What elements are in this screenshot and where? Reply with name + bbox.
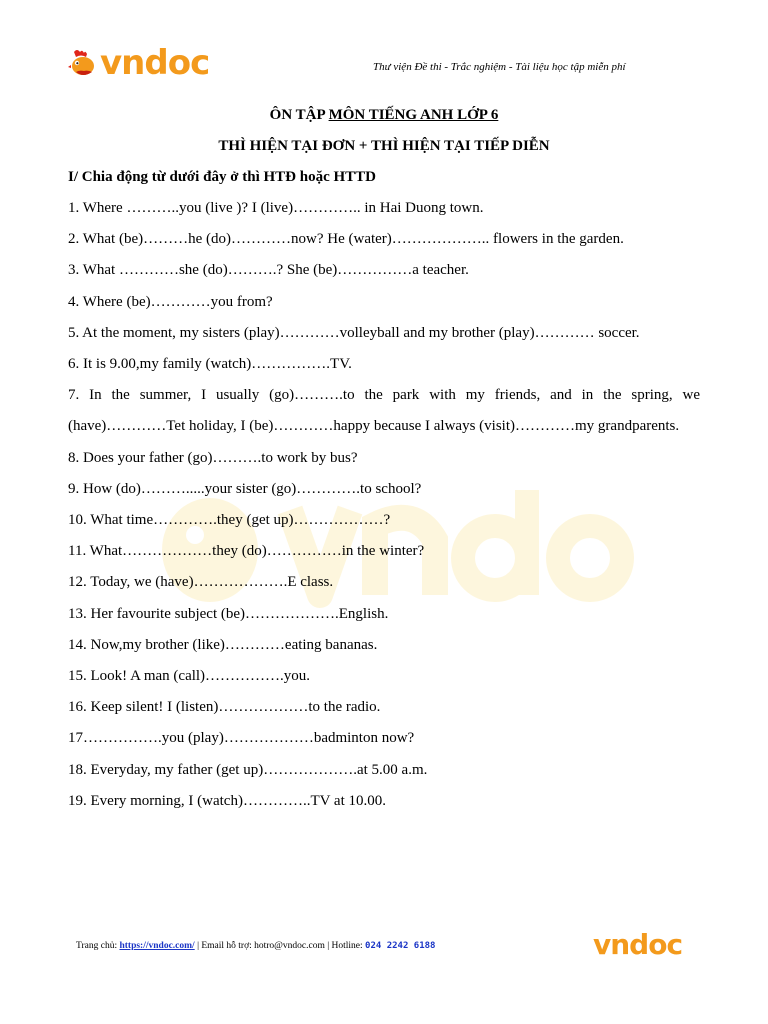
- rooster-mascot-icon: [68, 48, 98, 78]
- page-title: [68, 100, 700, 131]
- question-item: 19. Every morning, I (watch)…………..TV at 10.00.: [68, 792, 386, 809]
- question-item: 17…………….you (play)………………badminton now?: [68, 730, 415, 747]
- question-item: 2. What (be)………he (do)…………now? He (water)……………….. flowers in the garden.: [68, 231, 624, 248]
- question-item: 7. In the summer, I usually (go)……….to the park with my friends, and in the spring, we (have)…………Tet holiday, I (be)…………happy because I always (visit)…………my grandparents.: [68, 387, 700, 435]
- header-tagline: Thư viện Đề thi - Trắc nghiệm - Tài liệu học tập miễn phí: [373, 61, 626, 73]
- footer-logo[interactable]: [591, 928, 683, 961]
- brand-logo-text: vndoc: [100, 43, 210, 83]
- title-subject: MÔN TIẾNG ANH LỚP 6: [328, 107, 499, 123]
- question-item: 8. Does your father (go)……….to work by bus?: [68, 449, 358, 466]
- question-item: 1. Where ………..you (live )? I (live)………….. in Hai Duong town.: [68, 200, 484, 216]
- title-prefix: ÔN TẬP: [269, 107, 329, 123]
- footer-home-label: Trang chủ:: [76, 941, 120, 951]
- question-item: 5. At the moment, my sisters (play)…………volleyball and my brother (play)………… soccer.: [68, 324, 640, 341]
- question-list: [68, 193, 700, 817]
- question-item: 16. Keep silent! I (listen)………………to the radio.: [68, 699, 381, 716]
- footer-hotline: 024 2242 6188: [365, 941, 436, 951]
- question-item: 10. What time………….they (get up)………………?: [68, 512, 391, 529]
- question-item: 4. Where (be)…………you from?: [68, 293, 273, 310]
- question-item: 14. Now,my brother (like)…………eating bananas.: [68, 636, 378, 653]
- footer-home-link[interactable]: https://vndoc.com/: [119, 941, 195, 951]
- question-item: 18. Everyday, my father (get up)……………….at 5.00 a.m.: [68, 761, 428, 778]
- question-item: 9. How (do)……….....your sister (go)………….to school?: [68, 480, 422, 497]
- footer-email-label: | Email hỗ trợ: hotro@vndoc.com | Hotline:: [194, 941, 366, 951]
- vndoc-logo[interactable]: [68, 43, 210, 83]
- question-item: 13. Her favourite subject (be)……………….English.: [68, 605, 389, 622]
- question-item: 15. Look! A man (call)…………….you.: [68, 668, 311, 685]
- page-header: [0, 0, 768, 95]
- worksheet-content: [68, 100, 700, 817]
- section-heading: I/ Chia động từ dưới đây ở thì HTĐ hoặc HTTD: [68, 169, 377, 185]
- page-footer: [76, 941, 435, 951]
- question-item: 11. What………………they (do)……………in the winter?: [68, 543, 425, 560]
- footer-brand-text: vndoc: [593, 928, 683, 961]
- question-item: 12. Today, we (have)……………….E class.: [68, 574, 334, 591]
- question-item: 3. What …………she (do)……….? She (be)……………a teacher.: [68, 262, 469, 279]
- page-subtitle: THÌ HIỆN TẠI ĐƠN + THÌ HIỆN TẠI TIẾP DIỄN: [218, 138, 550, 154]
- question-item: 6. It is 9.00,my family (watch)…………….TV.: [68, 356, 352, 373]
